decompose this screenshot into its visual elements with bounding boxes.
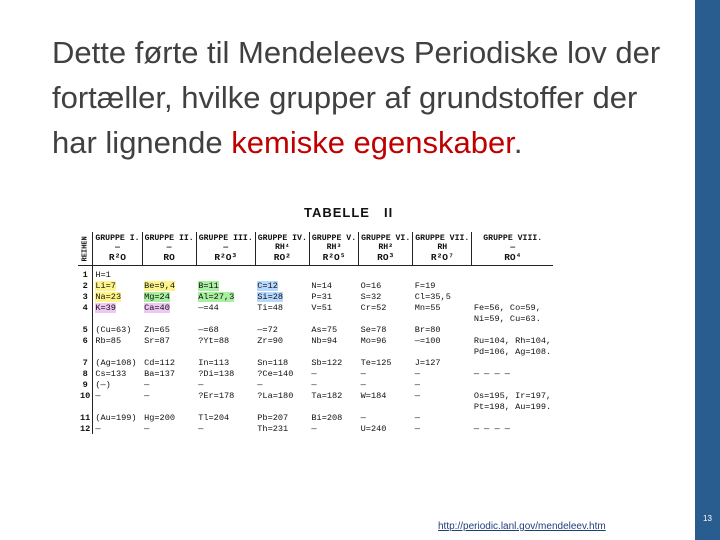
group-formula: RO⁴	[504, 252, 522, 263]
element-cell	[359, 266, 413, 281]
row-number: 2	[78, 280, 93, 291]
element-cell	[93, 280, 142, 291]
element-cell	[472, 379, 553, 390]
element-cell	[196, 280, 255, 291]
element-value: Se=78	[360, 324, 387, 335]
element-value: U=240	[360, 423, 387, 434]
element-cell	[472, 324, 553, 335]
element-value: K=39	[95, 302, 116, 313]
element-cell	[359, 357, 413, 368]
element-value: —=100	[414, 335, 441, 346]
group-formula: RO³	[377, 252, 395, 263]
element-cell	[142, 368, 196, 379]
group-formula: RO	[163, 252, 175, 263]
element-value: W=184	[360, 390, 387, 401]
element-value: P=31	[311, 291, 333, 302]
element-cell	[413, 368, 472, 379]
group-top: RH³	[326, 243, 342, 252]
element-cell	[255, 302, 309, 313]
element-cell	[472, 280, 553, 291]
group-top: —	[166, 243, 172, 252]
table-row	[78, 302, 553, 313]
group-formula: R²O³	[214, 252, 238, 263]
element-value: Sb=122	[311, 357, 343, 368]
element-cell	[472, 335, 553, 346]
element-cell	[309, 313, 358, 324]
page-number: 13	[703, 514, 712, 523]
element-cell	[196, 302, 255, 313]
element-value: Mg=24	[144, 291, 170, 302]
element-cell	[413, 346, 472, 357]
element-value: Mo=96	[360, 335, 387, 346]
element-cell	[413, 335, 472, 346]
table-row	[78, 401, 553, 412]
element-value: ?Yt=88	[198, 335, 230, 346]
element-value: —=68	[198, 324, 219, 335]
element-cell	[142, 291, 196, 302]
group-header-8	[472, 232, 553, 266]
group-name: GRUPPE VIII.	[483, 234, 543, 243]
element-value: V=51	[311, 302, 333, 313]
table-heading	[304, 205, 393, 220]
element-value: —	[360, 368, 366, 379]
element-cell	[93, 335, 142, 346]
row-number: 6	[78, 335, 93, 346]
element-value: Pt=198, Au=199.	[473, 401, 552, 412]
row-number	[78, 346, 93, 357]
element-value: Cd=112	[144, 357, 176, 368]
element-cell	[309, 302, 358, 313]
element-cell	[196, 412, 255, 423]
element-value: Hg=200	[144, 412, 176, 423]
element-cell	[413, 412, 472, 423]
element-value: —	[414, 379, 420, 390]
element-cell	[309, 346, 358, 357]
element-value: Pd=106, Ag=108.	[473, 346, 552, 357]
element-cell	[196, 266, 255, 281]
element-value: Bi=208	[311, 412, 343, 423]
element-cell	[472, 368, 553, 379]
element-cell	[472, 302, 553, 313]
element-cell	[472, 357, 553, 368]
element-cell	[472, 313, 553, 324]
element-cell	[196, 390, 255, 401]
element-cell	[196, 368, 255, 379]
element-cell	[93, 390, 142, 401]
element-value: ?Ce=140	[257, 368, 294, 379]
element-cell	[309, 401, 358, 412]
element-cell	[359, 379, 413, 390]
element-value: —	[144, 379, 150, 390]
element-value: —	[198, 379, 204, 390]
group-formula: R²O	[108, 252, 126, 263]
element-value: Sn=118	[257, 357, 289, 368]
group-header-1	[93, 232, 142, 266]
element-cell	[309, 390, 358, 401]
element-cell	[142, 313, 196, 324]
element-value: Cs=133	[95, 368, 127, 379]
element-cell	[255, 280, 309, 291]
element-cell	[142, 324, 196, 335]
element-cell	[93, 379, 142, 390]
group-header-row	[78, 232, 553, 266]
element-value: — — — —	[473, 368, 510, 379]
element-value: —	[144, 423, 150, 434]
element-value: J=127	[414, 357, 441, 368]
group-top: RH⁴	[274, 243, 290, 252]
element-value: Pb=207	[257, 412, 289, 423]
element-value: —	[311, 423, 317, 434]
element-cell	[413, 280, 472, 291]
element-value: Ca=40	[144, 302, 170, 313]
element-value: Ni=59, Cu=63.	[473, 313, 541, 324]
element-cell	[142, 302, 196, 313]
element-cell	[255, 291, 309, 302]
element-value: Cr=52	[360, 302, 387, 313]
element-cell	[413, 313, 472, 324]
table-row	[78, 412, 553, 423]
table-row	[78, 324, 553, 335]
element-cell	[413, 379, 472, 390]
element-value: —	[95, 390, 101, 401]
element-cell	[413, 357, 472, 368]
element-cell	[196, 291, 255, 302]
element-cell	[142, 280, 196, 291]
element-cell	[472, 266, 553, 281]
element-value: —=72	[257, 324, 278, 335]
table-row	[78, 346, 553, 357]
element-cell	[359, 423, 413, 434]
element-value: O=16	[360, 280, 382, 291]
row-number: 9	[78, 379, 93, 390]
row-number: 3	[78, 291, 93, 302]
element-value: As=75	[311, 324, 338, 335]
element-value: Cl=35,5	[414, 291, 451, 302]
table-row	[78, 335, 553, 346]
element-value: (—)	[95, 379, 111, 390]
element-cell	[142, 379, 196, 390]
group-top: —	[114, 243, 120, 252]
element-cell	[255, 313, 309, 324]
element-value: Th=231	[257, 423, 289, 434]
table-row	[78, 313, 553, 324]
element-cell	[196, 346, 255, 357]
element-cell	[413, 324, 472, 335]
sidebar-accent	[695, 0, 720, 540]
element-cell	[196, 379, 255, 390]
periodic-table	[78, 232, 553, 434]
element-cell	[359, 412, 413, 423]
table-row	[78, 291, 553, 302]
element-value: Ti=48	[257, 302, 284, 313]
element-cell	[255, 335, 309, 346]
source-link[interactable]: http://periodic.lanl.gov/mendeleev.htm	[438, 521, 606, 532]
element-value: —	[414, 412, 420, 423]
element-cell	[93, 412, 142, 423]
element-cell	[359, 313, 413, 324]
element-value: (Ag=108)	[95, 357, 137, 368]
element-value: —	[257, 379, 263, 390]
element-value: Be=9,4	[144, 280, 176, 291]
group-top: RH	[437, 243, 448, 252]
element-cell	[359, 324, 413, 335]
element-value: N=14	[311, 280, 333, 291]
row-number: 8	[78, 368, 93, 379]
element-value: —	[414, 390, 420, 401]
element-cell	[255, 390, 309, 401]
element-value: S=32	[360, 291, 382, 302]
element-value: Zn=65	[144, 324, 170, 335]
table-row	[78, 357, 553, 368]
element-value: Rb=85	[95, 335, 122, 346]
element-cell	[93, 291, 142, 302]
element-value: Br=80	[414, 324, 441, 335]
element-cell	[93, 346, 142, 357]
reihen-label: REIHEN	[78, 232, 93, 266]
element-cell	[413, 266, 472, 281]
element-value: H=1	[95, 269, 111, 280]
row-number: 10	[78, 390, 93, 401]
element-value: —	[144, 390, 150, 401]
group-formula: R²O⁷	[430, 252, 454, 263]
element-cell	[472, 401, 553, 412]
element-cell	[255, 368, 309, 379]
table-body	[78, 266, 553, 435]
element-cell	[93, 368, 142, 379]
table-heading-text: TABELLE	[304, 205, 370, 220]
element-cell	[359, 346, 413, 357]
element-cell	[93, 401, 142, 412]
element-cell	[309, 266, 358, 281]
element-cell	[196, 313, 255, 324]
group-header-5	[309, 232, 358, 266]
element-cell	[359, 368, 413, 379]
title-highlight: kemiske egenskaber	[231, 125, 514, 160]
slide-title	[52, 30, 682, 165]
element-cell	[255, 266, 309, 281]
element-cell	[142, 266, 196, 281]
element-cell	[255, 401, 309, 412]
element-value: Si=28	[257, 291, 284, 302]
element-value: Li=7	[95, 280, 116, 291]
element-cell	[309, 412, 358, 423]
element-cell	[309, 368, 358, 379]
group-top: RH²	[378, 243, 394, 252]
group-header-4	[255, 232, 309, 266]
element-cell	[196, 423, 255, 434]
element-cell	[309, 379, 358, 390]
element-value: Te=125	[360, 357, 392, 368]
table-row	[78, 390, 553, 401]
element-cell	[413, 390, 472, 401]
group-top: —	[510, 243, 516, 252]
element-cell	[472, 423, 553, 434]
table-row	[78, 368, 553, 379]
group-name: GRUPPE VI.	[361, 234, 411, 243]
title-text: Dette førte til Mendeleevs Periodiske lov der fortæller, hvilke grupper af grundstoffer der har lignende	[52, 35, 661, 160]
element-cell	[309, 423, 358, 434]
element-cell	[309, 357, 358, 368]
element-cell	[472, 291, 553, 302]
element-cell	[142, 346, 196, 357]
group-header-3	[196, 232, 255, 266]
element-value: In=113	[198, 357, 230, 368]
element-cell	[413, 401, 472, 412]
element-value: Tl=204	[198, 412, 230, 423]
element-cell	[413, 302, 472, 313]
element-value: Zr=90	[257, 335, 284, 346]
row-number: 4	[78, 302, 93, 313]
element-cell	[196, 324, 255, 335]
element-value: Ru=104, Rh=104,	[473, 335, 552, 346]
element-value: Fe=56, Co=59,	[473, 302, 541, 313]
group-name: GRUPPE II.	[144, 234, 194, 243]
element-value: —	[360, 379, 366, 390]
table-row	[78, 379, 553, 390]
element-cell	[93, 324, 142, 335]
element-cell	[93, 423, 142, 434]
table-row	[78, 280, 553, 291]
group-header-6	[359, 232, 413, 266]
row-number: 12	[78, 423, 93, 434]
element-cell	[255, 357, 309, 368]
element-cell	[255, 346, 309, 357]
element-cell	[255, 412, 309, 423]
table-heading-number: II	[383, 205, 394, 220]
element-value: —	[414, 368, 420, 379]
element-cell	[309, 280, 358, 291]
element-value: ?Er=178	[198, 390, 235, 401]
element-cell	[93, 266, 142, 281]
element-cell	[142, 335, 196, 346]
element-cell	[93, 302, 142, 313]
table-row	[78, 423, 553, 434]
row-number: 7	[78, 357, 93, 368]
element-cell	[359, 390, 413, 401]
element-cell	[93, 313, 142, 324]
element-value: Na=23	[95, 291, 122, 302]
element-cell	[255, 379, 309, 390]
element-value: —	[414, 423, 420, 434]
element-cell	[255, 324, 309, 335]
group-formula: RO²	[273, 252, 291, 263]
element-value: (Cu=63)	[95, 324, 132, 335]
element-value: —	[311, 379, 317, 390]
element-cell	[359, 291, 413, 302]
element-value: ?Di=138	[198, 368, 235, 379]
element-value: —	[198, 423, 204, 434]
element-cell	[413, 423, 472, 434]
group-name: GRUPPE V.	[311, 234, 357, 243]
row-number: 11	[78, 412, 93, 423]
element-value: Nb=94	[311, 335, 338, 346]
element-cell	[359, 401, 413, 412]
element-value: B=11	[198, 280, 219, 291]
group-name: GRUPPE I.	[95, 234, 140, 243]
group-formula: R²O⁵	[322, 252, 346, 263]
element-cell	[196, 335, 255, 346]
group-header-2	[142, 232, 196, 266]
element-value: —	[95, 423, 101, 434]
element-cell	[255, 423, 309, 434]
element-value: Ba=137	[144, 368, 176, 379]
row-number	[78, 401, 93, 412]
element-value: Mn=55	[414, 302, 441, 313]
element-cell	[309, 291, 358, 302]
element-cell	[472, 346, 553, 357]
group-name: GRUPPE VII.	[415, 234, 470, 243]
row-number	[78, 313, 93, 324]
group-name: GRUPPE IV.	[257, 234, 307, 243]
element-value: Al=27,3	[198, 291, 235, 302]
mendeleev-table-image	[80, 205, 552, 490]
element-cell	[413, 291, 472, 302]
element-cell	[472, 412, 553, 423]
element-value: — — — —	[473, 423, 510, 434]
element-value: Sr=87	[144, 335, 170, 346]
element-value: Ta=182	[311, 390, 343, 401]
row-number: 5	[78, 324, 93, 335]
element-cell	[142, 390, 196, 401]
element-cell	[196, 357, 255, 368]
element-cell	[309, 324, 358, 335]
element-value: (Au=199)	[95, 412, 137, 423]
element-cell	[359, 280, 413, 291]
group-top: —	[223, 243, 229, 252]
element-cell	[142, 423, 196, 434]
group-header-7	[413, 232, 472, 266]
element-cell	[196, 401, 255, 412]
element-value: Os=195, Ir=197,	[473, 390, 552, 401]
element-value: ?La=180	[257, 390, 294, 401]
element-value: —	[360, 412, 366, 423]
element-cell	[93, 357, 142, 368]
row-number: 1	[78, 266, 93, 281]
element-value: —=44	[198, 302, 219, 313]
element-cell	[359, 335, 413, 346]
element-value: —	[311, 368, 317, 379]
table-row	[78, 266, 553, 281]
element-cell	[309, 335, 358, 346]
element-cell	[142, 357, 196, 368]
element-cell	[142, 412, 196, 423]
element-cell	[472, 390, 553, 401]
element-cell	[359, 302, 413, 313]
group-name: GRUPPE III.	[198, 234, 253, 243]
element-cell	[142, 401, 196, 412]
title-end: .	[513, 125, 523, 160]
element-value: C=12	[257, 280, 278, 291]
element-value: F=19	[414, 280, 436, 291]
